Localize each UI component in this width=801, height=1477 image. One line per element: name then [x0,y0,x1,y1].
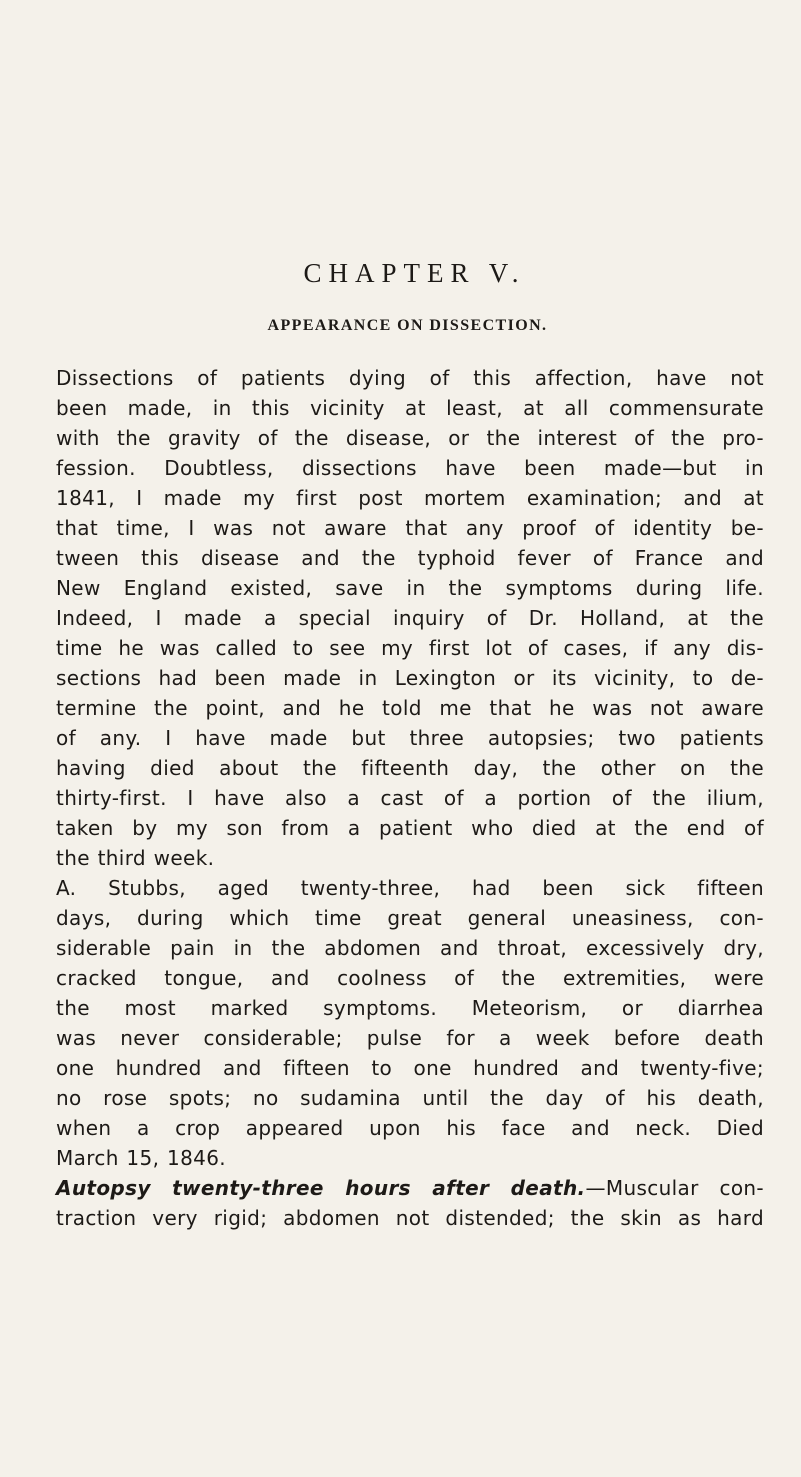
text-line: the most marked symptoms. Meteorism, or diarrhea [56,996,764,1020]
text-line: fession. Doubtless, dissections have been made—but in [56,456,764,480]
text-line: A. Stubbs, aged twenty-three, had been sick fifteen [56,876,764,900]
text-line: time he was called to see my first lot of cases, if any dis- [56,636,764,660]
text-line: when a crop appeared upon his face and neck. Died [56,1116,764,1140]
text-line: taken by my son from a patient who died at the end of [56,816,764,840]
chapter-title: CHAPTER V. [303,258,526,288]
text-line: 1841, I made my first post mortem examination; and at [56,486,764,510]
text-line: days, during which time great general uneasiness, con- [56,906,764,930]
text-line: New England existed, save in the symptoms during life. [56,576,764,600]
text-line: of any. I have made but three autopsies; two patients [56,726,764,750]
text-line: sections had been made in Lexington or its vicinity, to de- [56,666,764,690]
text-line: Indeed, I made a special inquiry of Dr. Holland, at the [56,606,764,630]
paragraph-3 [56,1173,764,1233]
text-line: one hundred and fifteen to one hundred and twenty-five; [56,1056,764,1080]
text-line: termine the point, and he told me that he was not aware [56,696,764,720]
text-line: Dissections of patients dying of this affection, have not [56,366,764,390]
text-line: tween this disease and the typhoid fever of France and [56,546,764,570]
text-line: that time, I was not aware that any proof of identity be- [56,516,764,540]
section-title: APPEARANCE ON DISSECTION. [267,317,548,334]
paragraph-1 [56,363,764,873]
text-line [56,1173,764,1203]
autopsy-heading: Autopsy twenty-three hours after death. [56,1176,586,1200]
text-line: traction very rigid; abdomen not distended; the skin as hard [56,1206,764,1230]
paragraph-2 [56,873,764,1173]
text-line: with the gravity of the disease, or the interest of the pro- [56,426,764,450]
text-line: been made, in this vicinity at least, at all commensurate [56,396,764,420]
body-text [56,363,764,1233]
text-line: having died about the fifteenth day, the other on the [56,756,764,780]
text-line: thirty-first. I have also a cast of a portion of the ilium, [56,786,764,810]
text-line: cracked tongue, and coolness of the extremities, were [56,966,764,990]
text-line: the third week. [56,846,215,870]
text-line: was never considerable; pulse for a week before death [56,1026,764,1050]
text-line: no rose spots; no sudamina until the day of his death, [56,1086,764,1110]
text-fragment: —Muscular con- [585,1176,765,1200]
text-line: siderable pain in the abdomen and throat, excessively dry, [56,936,764,960]
text-line: March 15, 1846. [56,1146,226,1170]
